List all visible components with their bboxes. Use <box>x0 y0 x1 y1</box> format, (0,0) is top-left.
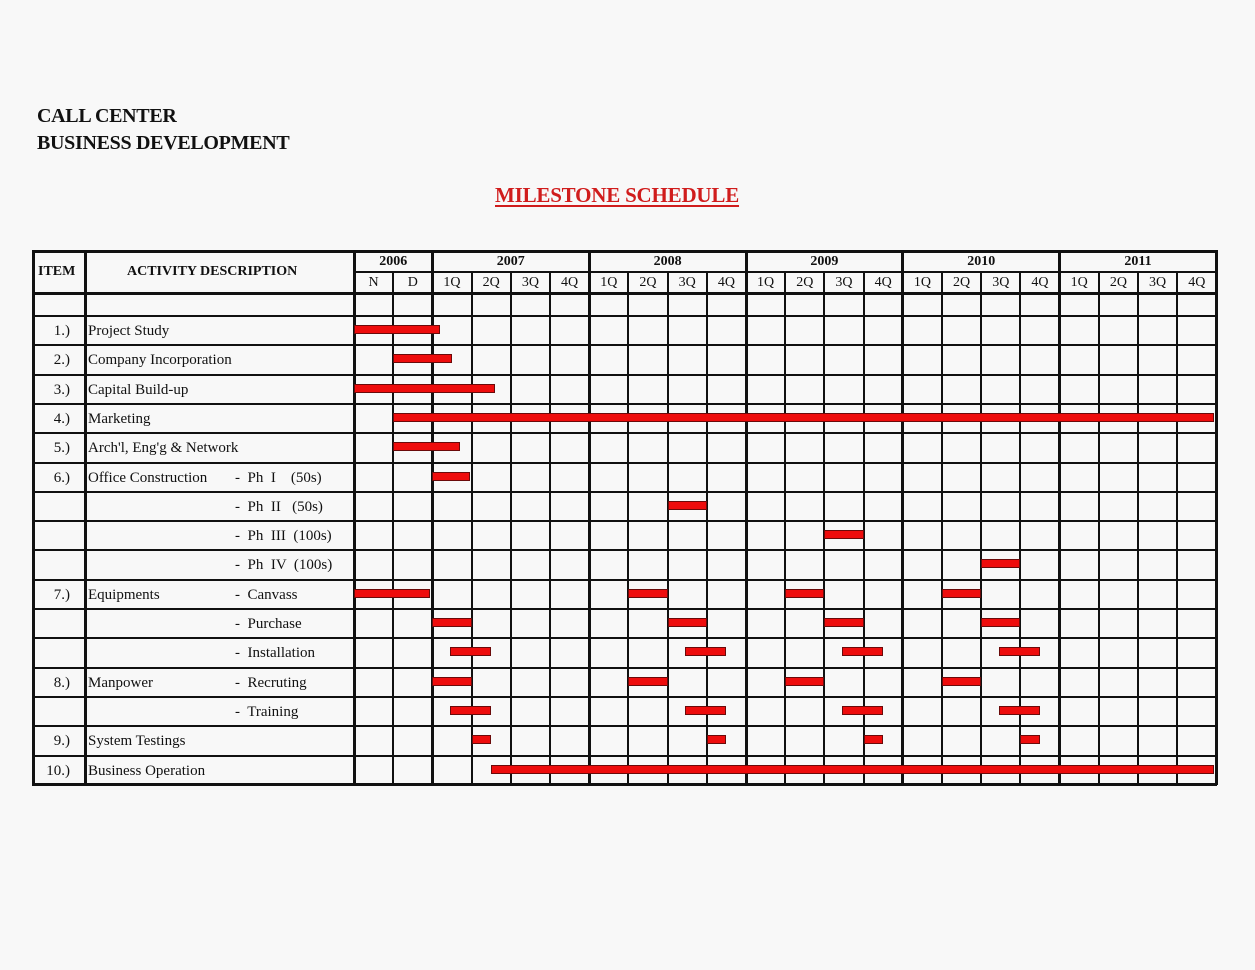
row-activity: Marketing <box>88 410 151 427</box>
period-header: 2Q <box>796 275 814 290</box>
row-sub-activity: - Purchase <box>235 616 302 632</box>
gantt-bar <box>824 618 863 627</box>
gantt-bar <box>668 501 707 510</box>
gantt-bar <box>668 618 707 627</box>
year-header: 2007 <box>496 254 525 269</box>
gantt-bar <box>628 589 667 598</box>
grid-line <box>32 696 1217 698</box>
gantt-bar <box>472 735 492 744</box>
period-header: 1Q <box>913 275 931 290</box>
row-item-number: 4.) <box>53 410 70 427</box>
period-header: 1Q <box>757 275 775 290</box>
table-border <box>32 783 1217 786</box>
gantt-bar <box>432 677 471 686</box>
grid-line <box>32 491 1217 493</box>
period-header: 2Q <box>953 275 971 290</box>
grid-line <box>980 272 982 785</box>
column-divider <box>84 250 87 785</box>
gantt-bar <box>685 647 726 656</box>
company-name <box>37 103 289 157</box>
column-header-item: ITEM <box>38 264 76 279</box>
row-item-number: 8.) <box>53 674 70 691</box>
gantt-bar <box>785 677 824 686</box>
grid-line <box>667 272 669 785</box>
grid-line <box>823 272 825 785</box>
grid-line <box>32 344 1217 346</box>
row-activity: Equipments <box>88 586 160 603</box>
year-divider <box>745 250 748 785</box>
year-divider <box>1058 250 1061 785</box>
row-sub-activity: - Ph IV (100s) <box>235 557 333 574</box>
grid-line <box>549 272 551 785</box>
row-sub-activity: - Training <box>235 703 299 720</box>
gantt-bar <box>942 677 981 686</box>
grid-line <box>1137 272 1139 785</box>
grid-line <box>784 272 786 785</box>
grid-line <box>32 755 1217 757</box>
gantt-bar <box>842 647 883 656</box>
period-header: 4Q <box>1031 275 1049 290</box>
grid-line <box>32 667 1217 669</box>
gantt-bar <box>981 559 1020 568</box>
grid-line <box>32 608 1217 610</box>
row-item-number: 5.) <box>53 440 70 457</box>
row-item-number: 10.) <box>46 762 70 779</box>
period-header: 3Q <box>992 275 1010 290</box>
grid-line <box>32 403 1217 405</box>
row-activity: Capital Build-up <box>88 381 189 398</box>
year-divider <box>901 250 904 785</box>
gantt-bar <box>450 647 491 656</box>
milestone-gantt-table <box>32 250 1217 785</box>
gantt-bar <box>432 472 469 481</box>
gantt-bar <box>999 647 1040 656</box>
period-header: 4Q <box>717 275 735 290</box>
row-sub-activity: - Ph III (100s) <box>235 528 332 545</box>
column-header-activity: ACTIVITY DESCRIPTION <box>127 264 298 279</box>
row-item-number: 6.) <box>53 469 70 486</box>
period-header: 3Q <box>1149 275 1167 290</box>
period-header: 4Q <box>874 275 892 290</box>
gantt-bar <box>354 589 430 598</box>
period-header: 3Q <box>835 275 853 290</box>
grid-line <box>32 315 1217 317</box>
row-item-number: 9.) <box>53 733 70 750</box>
period-header: N <box>368 275 379 290</box>
row-sub-activity: - Installation <box>235 645 315 662</box>
period-header: 1Q <box>600 275 618 290</box>
grid-line <box>32 579 1217 581</box>
table-border <box>1215 250 1218 785</box>
gantt-bar <box>393 442 460 451</box>
year-header: 2009 <box>810 254 839 269</box>
gantt-bar <box>824 530 863 539</box>
grid-line <box>32 549 1217 551</box>
year-header: 2010 <box>967 254 996 269</box>
row-activity: Company Incorporation <box>88 352 232 369</box>
gantt-bar <box>450 706 491 715</box>
grid-line <box>32 520 1217 522</box>
row-activity: Project Study <box>88 323 170 339</box>
grid-line <box>1176 272 1178 785</box>
gantt-bar <box>491 765 1214 774</box>
grid-line <box>32 374 1217 376</box>
row-item-number: 7.) <box>53 586 70 603</box>
period-header: 1Q <box>443 275 461 290</box>
year-header: 2006 <box>379 254 408 269</box>
row-item-number: 3.) <box>53 381 70 398</box>
row-activity: Arch'l, Eng'g & Network <box>88 440 239 457</box>
gantt-bar <box>942 589 981 598</box>
gantt-bar <box>785 589 824 598</box>
grid-line <box>1098 272 1100 785</box>
gantt-bar <box>354 325 440 334</box>
period-header: D <box>407 275 418 290</box>
gantt-bar <box>628 677 667 686</box>
row-sub-activity: - Canvass <box>235 586 298 603</box>
grid-line <box>941 272 943 785</box>
row-item-number: 1.) <box>53 323 70 339</box>
row-activity: System Testings <box>88 733 186 750</box>
schedule-title: MILESTONE SCHEDULE <box>495 183 740 207</box>
row-sub-activity: - Ph I (50s) <box>235 469 322 486</box>
gantt-bar <box>999 706 1040 715</box>
grid-line <box>392 272 394 785</box>
year-header: 2008 <box>653 254 682 269</box>
row-activity: Business Operation <box>88 762 206 779</box>
row-sub-activity: - Ph II (50s) <box>235 498 323 515</box>
grid-line <box>510 272 512 785</box>
row-activity: Manpower <box>88 674 153 691</box>
grid-line <box>627 272 629 785</box>
gantt-bar <box>393 413 1214 422</box>
period-header: 3Q <box>521 275 539 290</box>
row-activity: Office Construction <box>88 469 208 486</box>
grid-line <box>32 432 1217 434</box>
company-line-1: CALL CENTER <box>37 105 177 127</box>
period-header: 4Q <box>1188 275 1206 290</box>
gantt-bar <box>864 735 884 744</box>
row-sub-activity: - Recruting <box>235 674 307 691</box>
gantt-bar <box>842 706 883 715</box>
gantt-bar <box>981 618 1020 627</box>
grid-line <box>32 637 1217 639</box>
period-header: 3Q <box>678 275 696 290</box>
period-header: 2Q <box>482 275 500 290</box>
period-header: 2Q <box>1109 275 1127 290</box>
gantt-bar <box>432 618 471 627</box>
gantt-bar <box>707 735 727 744</box>
gantt-bar <box>1020 735 1040 744</box>
grid-line <box>32 725 1217 727</box>
period-header: 4Q <box>561 275 579 290</box>
row-item-number: 2.) <box>53 352 70 369</box>
grid-line <box>32 462 1217 464</box>
gantt-bar <box>354 384 495 393</box>
year-header: 2011 <box>1124 254 1152 269</box>
gantt-bar <box>393 354 452 363</box>
gantt-bar <box>685 706 726 715</box>
period-header: 2Q <box>639 275 657 290</box>
company-line-2: BUSINESS DEVELOPMENT <box>37 132 290 154</box>
year-divider <box>588 250 591 785</box>
period-header: 1Q <box>1070 275 1088 290</box>
